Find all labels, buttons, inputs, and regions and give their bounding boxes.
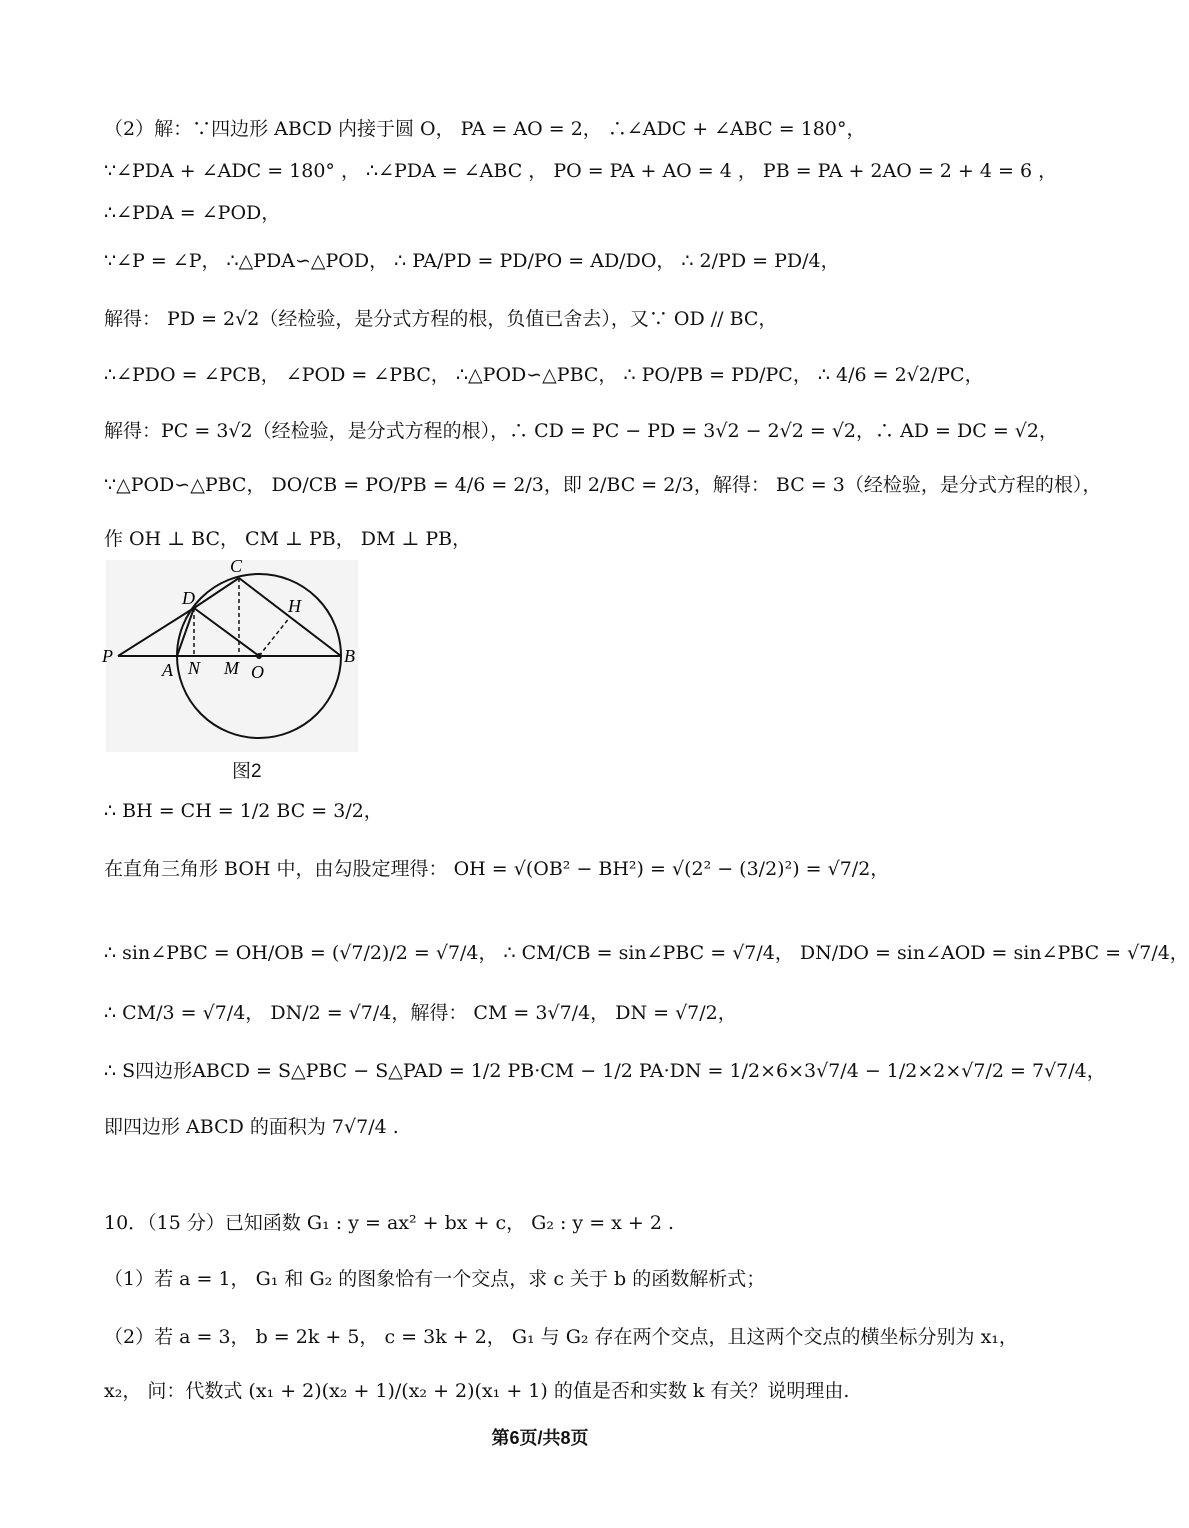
line-7: 解得：PC = 3√2（经检验，是分式方程的根），∴ CD = PC − PD = 3√2 − 2√2 = √2，∴ AD = DC = √2， — [104, 419, 1058, 442]
line-9: 作 OH ⊥ BC， CM ⊥ PB， DM ⊥ PB， — [104, 527, 472, 550]
line-19: x₂， 问：代数式 (x₁ + 2)(x₂ + 1)/(x₂ + 2)(x₁ + 1) 的值是否和实数 k 有关？说明理由. — [104, 1379, 850, 1402]
line-18: （2）若 a = 3， b = 2k + 5， c = 3k + 2， G₁ 与 G₂ 存在两个交点，且这两个交点的横坐标分别为 x₁， — [104, 1325, 1018, 1348]
line-14: ∴ S四边形ABCD = S△PBC − S△PAD = 1/2 PB·CM − 1/2 PA·DN = 1/2×6×3√7/4 − 1/2×2×√7/2 = 7√7/4， — [104, 1059, 1106, 1082]
line-10: ∴ BH = CH = 1/2 BC = 3/2， — [104, 799, 383, 822]
label-d: D — [182, 588, 195, 608]
line-1: （2）解：∵四边形 ABCD 内接于圆 O， PA = AO = 2， ∴∠ADC + ∠ABC = 180°， — [104, 117, 866, 140]
label-n: N — [188, 658, 201, 678]
label-o: O — [251, 662, 264, 682]
page-footer: 第6页/共8页 — [491, 1428, 589, 1448]
line-16: 10．（15 分）已知函数 G₁ : y = ax² + bx + c， G₂ : y = x + 2 . — [104, 1211, 675, 1234]
line-11: 在直角三角形 BOH 中，由勾股定理得： OH = √(OB² − BH²) = √(2² − (3/2)²) = √7/2， — [104, 857, 890, 880]
line-8: ∵△POD∽△PBC， DO/CB = PO/PB = 4/6 = 2/3，即 2/BC = 2/3，解得： BC = 3（经检验，是分式方程的根）， — [104, 473, 1102, 496]
line-15: 即四边形 ABCD 的面积为 7√7/4 . — [104, 1115, 399, 1138]
center-dot — [256, 653, 262, 659]
figure-caption: 图2 — [232, 761, 262, 782]
line-4: ∵∠P = ∠P， ∴△PDA∽△POD， ∴ PA/PD = PD/PO = AD/DO， ∴ 2/PD = PD/4， — [104, 249, 840, 272]
label-p: P — [102, 646, 113, 666]
line-5: 解得： PD = 2√2（经检验，是分式方程的根，负值已舍去），又∵ OD // BC， — [104, 307, 778, 330]
line-13: ∴ CM/3 = √7/4， DN/2 = √7/4，解得： CM = 3√7/4， DN = √7/2， — [104, 1001, 737, 1024]
label-b: B — [344, 646, 355, 666]
label-h: H — [288, 596, 301, 616]
line-17: （1）若 a = 1， G₁ 和 G₂ 的图象恰有一个交点，求 c 关于 b 的函数解析式； — [104, 1267, 766, 1290]
line-12: ∴ sin∠PBC = OH/OB = (√7/2)/2 = √7/4， ∴ CM/CB = sin∠PBC = √7/4， DN/DO = sin∠AOD = sin∠PBC = √7/4， — [104, 941, 1189, 964]
line-2: ∵∠PDA + ∠ADC = 180° ， ∴∠PDA = ∠ABC ， PO = PA + AO = 4 ， PB = PA + 2AO = 2 + 4 = 6 ， — [104, 159, 1058, 182]
line-6: ∴∠PDO = ∠PCB， ∠POD = ∠PBC， ∴△POD∽△PBC， ∴ PO/PB = PD/PC， ∴ 4/6 = 2√2/PC， — [104, 363, 984, 386]
geometry-figure — [96, 556, 366, 756]
label-c: C — [230, 556, 243, 576]
line-3: ∴∠PDA = ∠POD， — [104, 201, 281, 224]
label-m: M — [224, 658, 239, 678]
label-a: A — [162, 660, 173, 680]
